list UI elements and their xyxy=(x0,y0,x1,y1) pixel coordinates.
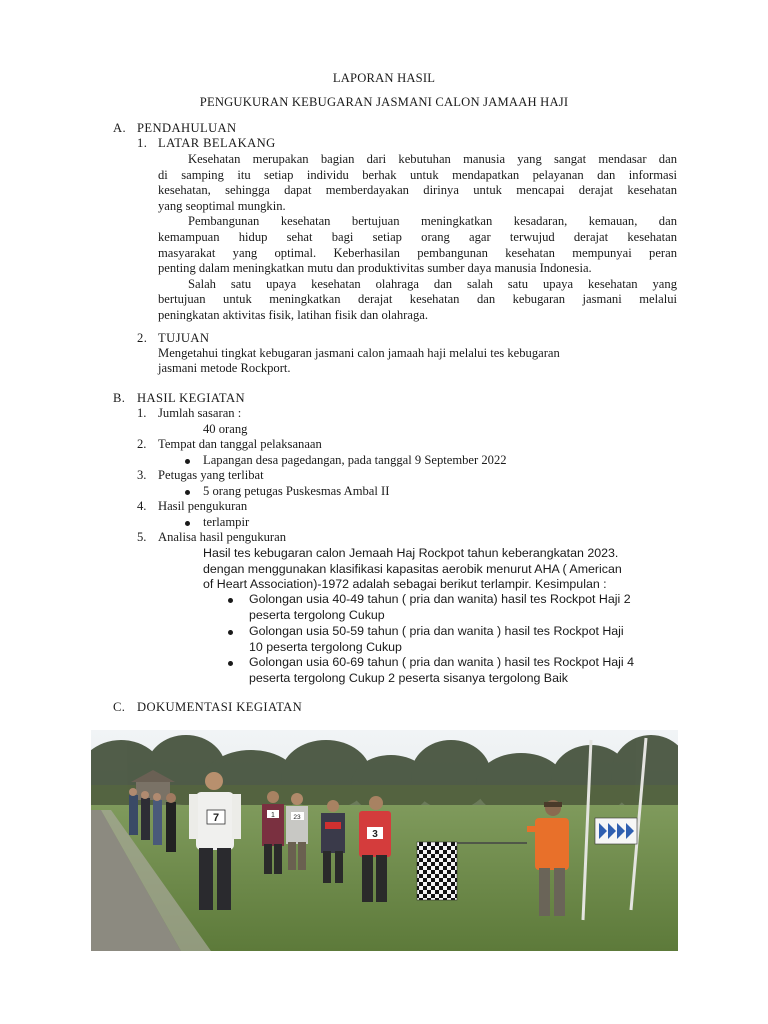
report-title: LAPORAN HASIL xyxy=(332,71,436,85)
text-line: penting dalam meningkatkan mutu dan produktivitas sumber daya manusia Indonesia. xyxy=(158,261,592,276)
background-paragraphs xyxy=(158,152,677,324)
text-line: Kesehatan merupakan bagian dari kebutuhan manusia yang sangat mendasar dan xyxy=(188,152,677,166)
text-line: kesehatan, sehingga dapat memberdayakan dirinya untuk mencapai derajat kesehatan xyxy=(158,183,677,198)
conclusion-2-line-1: Golongan usia 50-59 tahun ( pria dan wanita ) hasil tes Rockpot Haji xyxy=(249,624,624,638)
bullet-icon xyxy=(185,521,190,526)
section-a-heading: PENDAHULUAN xyxy=(137,121,237,135)
text-line: yang seoptimal mungkin. xyxy=(158,198,286,213)
text-line: bertujuan untuk meningkatkan derajat kesehatan dan kebugaran jasmani melalui xyxy=(158,292,677,307)
objective-line-2: jasmani metode Rockport. xyxy=(158,361,291,375)
objective-line-1: Mengetahui tingkat kebugaran jasmani calon jamaah haji melalui tes kebugaran xyxy=(158,346,560,360)
item-5-label: Analisa hasil pengukuran xyxy=(158,530,287,544)
text-line: Salah satu upaya kesehatan olahraga dan salah satu upaya kesehatan yang xyxy=(188,276,677,291)
conclusion-3-line-1: Golongan usia 60-69 tahun ( pria dan wanita ) hasil tes Rockpot Haji 4 xyxy=(249,655,635,669)
conclusion-3-line-2: peserta tergolong Cukup 2 peserta sisanya tergolong Baik xyxy=(249,671,568,685)
section-c-heading: DOKUMENTASI KEGIATAN xyxy=(137,700,303,714)
text-line: kemampuan hidup sehat bagi setiap orang agar terwujud derajat kesehatan xyxy=(158,229,677,244)
text-line: Pembangunan kesehatan bertujuan meningkatkan kesadaran, kemauan, dan xyxy=(188,214,677,229)
conclusion-2-line-2: 10 peserta tergolong Cukup xyxy=(249,640,402,654)
analysis-line-1: Hasil tes kebugaran calon Jemaah Haj Rockpot tahun keberangkatan 2023. xyxy=(203,546,619,560)
svg-text:3: 3 xyxy=(372,829,378,840)
bullet-icon xyxy=(228,661,233,666)
item-1-label: Jumlah sasaran : xyxy=(158,406,242,420)
bullet-icon xyxy=(185,490,190,495)
conclusion-1-line-1: Golongan usia 40-49 tahun ( pria dan wanita) hasil tes Rockpot Haji 2 xyxy=(249,592,631,606)
sub1-heading: LATAR BELAKANG xyxy=(158,136,276,150)
item-3-number: 3. xyxy=(137,468,147,482)
text-line: peningkatan aktivitas fisik, latihan fisik dan olahraga. xyxy=(158,307,428,322)
sub2-number: 2. xyxy=(137,331,148,345)
item-4-detail: terlampir xyxy=(203,515,250,529)
analysis-line-3: of Heart Association)-1972 adalah sebagai berikut terlampir. Kesimpulan : xyxy=(203,577,607,591)
report-subtitle: PENGUKURAN KEBUGARAN JASMANI CALON JAMAAH HAJI xyxy=(199,95,569,109)
item-5-number: 5. xyxy=(137,530,147,544)
analysis-line-2: dengan menggunakan klasifikasi kapasitas aerobik menurut AHA ( American xyxy=(203,562,622,576)
item-2-detail: Lapangan desa pagedangan, pada tanggal 9 September 2022 xyxy=(203,453,507,467)
bullet-icon xyxy=(185,459,190,464)
section-c-letter: C. xyxy=(113,700,126,714)
item-3-label: Petugas yang terlibat xyxy=(158,468,264,482)
item-4-number: 4. xyxy=(137,499,147,513)
text-line: masyarakat yang optimal. Keberhasilan pembangunan kesehatan mempunyai peran xyxy=(158,245,677,260)
section-b-letter: B. xyxy=(113,391,126,405)
item-2-number: 2. xyxy=(137,437,147,451)
item-1-detail: 40 orang xyxy=(203,422,248,436)
section-b-heading: HASIL KEGIATAN xyxy=(137,391,246,405)
svg-text:1: 1 xyxy=(271,812,275,819)
activity-photo xyxy=(91,730,678,951)
svg-text:23: 23 xyxy=(293,814,301,821)
svg-text:7: 7 xyxy=(212,812,220,824)
section-a-letter: A. xyxy=(113,121,127,135)
item-1-number: 1. xyxy=(137,406,147,420)
item-4-label: Hasil pengukuran xyxy=(158,499,248,513)
text-line: di samping itu setiap individu berhak untuk mendapatkan pelayanan dan informasi xyxy=(158,167,677,182)
item-3-detail: 5 orang petugas Puskesmas Ambal II xyxy=(203,484,390,498)
sub2-heading: TUJUAN xyxy=(158,331,210,345)
bullet-icon xyxy=(228,630,233,635)
bullet-icon xyxy=(228,598,233,603)
sub1-number: 1. xyxy=(137,136,148,150)
conclusion-1-line-2: peserta tergolong Cukup xyxy=(249,608,385,622)
item-2-label: Tempat dan tanggal pelaksanaan xyxy=(158,437,322,451)
